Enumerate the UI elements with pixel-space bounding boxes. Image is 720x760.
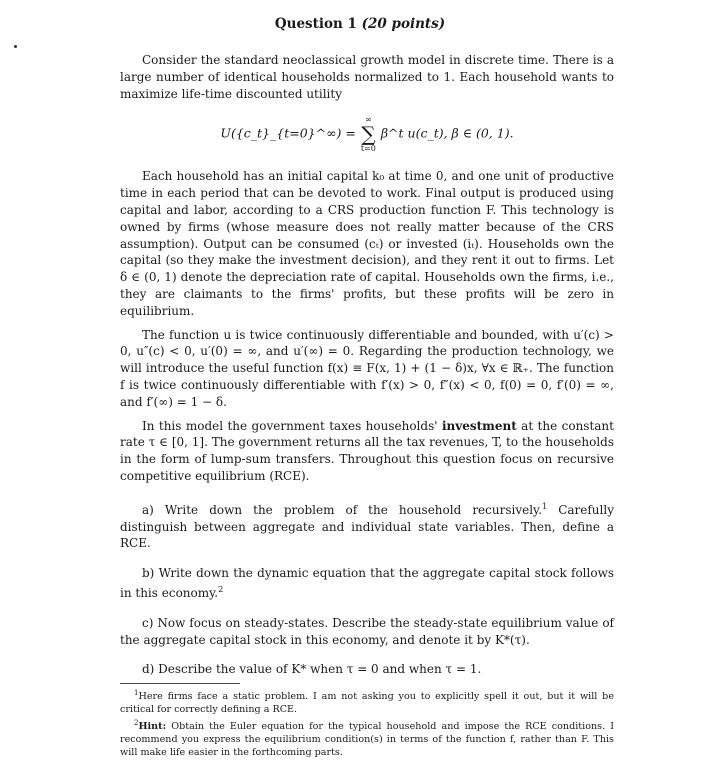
part-a-footnote-mark: 1 (542, 501, 548, 511)
footnote-2-text: Obtain the Euler equation for the typical household and impose the RCE conditions. I recommend you express the equilibrium condition(s) in terms of the function f, rather than F. This will make life easier in the forthcoming parts. (120, 721, 614, 759)
equation-lhs: U({c_t}_{t=0}^∞) = (220, 125, 356, 141)
part-b-footnote-mark: 2 (218, 584, 224, 594)
footnote-divider (120, 683, 240, 684)
part-a (120, 499, 614, 552)
tax-paragraph (120, 418, 614, 485)
footnote-2-label: Hint: (138, 721, 167, 733)
part-a-text: a) Write down the problem of the household recursively. (142, 502, 543, 517)
summation-symbol (361, 114, 376, 154)
sigma-icon: ∑ (361, 122, 376, 147)
question-points: (20 points) (361, 16, 446, 32)
equation-rhs: β^t u(c_t), β ∈ (0, 1). (380, 125, 514, 141)
part-d: d) Describe the value of K* when τ = 0 and when τ = 1. (142, 662, 482, 677)
part-c: c) Now focus on steady-states. Describe the steady-state equilibrium value of the aggregate capital stock in this economy, and denote it by K*(τ). (120, 615, 614, 647)
assumptions-paragraph: The function u is twice continuously differentiable and bounded, with u′(c) > 0, u″(c) < 0, u′(0) = ∞, and u′(∞) = 0. Regarding the production technology, we will introduce the useful function f(x) ≡ F(x, 1) + (1 − δ)x, ∀x ∈ ℝ₊. The function f is twice continuously differentiable with f′(x) > 0, f″(x) < 0, f(0) = 0, f′(0) = ∞, and f′(∞) = 1 − δ. (120, 327, 614, 409)
footnote-2-mark: 2 (134, 719, 139, 728)
question-body (120, 52, 614, 760)
model-paragraph: Each household has an initial capital k₀ at time 0, and one unit of productive time in each period that can be devoted to work. Final output is produced using capital and labor, according to a CRS production function F. This technology is owned by firms (whose measure does not really matter because of the CRS assumption). Output can be consumed (cₜ) or invested (iₜ). Households own the capital (so they make the investment decision), and they rent it out to firms. Let δ ∈ (0, 1) denote the depreciation rate of capital. Households own the firms, i.e., they are claimants to the firms' profits, but these profits will be zero in equilibrium. (120, 169, 614, 318)
margin-dot (14, 45, 17, 48)
utility-equation (120, 114, 614, 154)
tax-text-b: at the constant rate τ ∈ [0, 1]. The government returns all the tax revenues, T, to the households in the form of lump-sum transfers. Throughout this question focus on recursive competitive equilibrium (RCE). (120, 418, 614, 483)
question-title (0, 16, 720, 32)
question-label: Question 1 (274, 16, 357, 32)
footnote-1 (120, 687, 614, 716)
sum-upper-limit: ∞ (365, 115, 372, 125)
tax-investment-bold: investment (441, 418, 517, 433)
footnote-1-mark: 1 (134, 689, 139, 698)
footnote-1-text: Here firms face a static problem. I am not asking you to explicitly spell it out, but it will be critical for correctly defining a RCE. (120, 691, 614, 716)
footnote-2 (120, 717, 614, 759)
tax-text-a: In this model the government taxes households' (142, 418, 438, 433)
part-a-rest: Carefully distinguish between aggregate and individual state variables. Then, define a RCE. (120, 502, 614, 551)
intro-paragraph: Consider the standard neoclassical growth model in discrete time. There is a large number of identical households normalized to 1. Each household wants to maximize life-time discounted utility (120, 53, 614, 101)
part-b (120, 565, 614, 602)
sum-lower-limit: t=0 (360, 144, 376, 154)
part-b-text: b) Write down the dynamic equation that the aggregate capital stock follows in this economy. (120, 566, 614, 600)
